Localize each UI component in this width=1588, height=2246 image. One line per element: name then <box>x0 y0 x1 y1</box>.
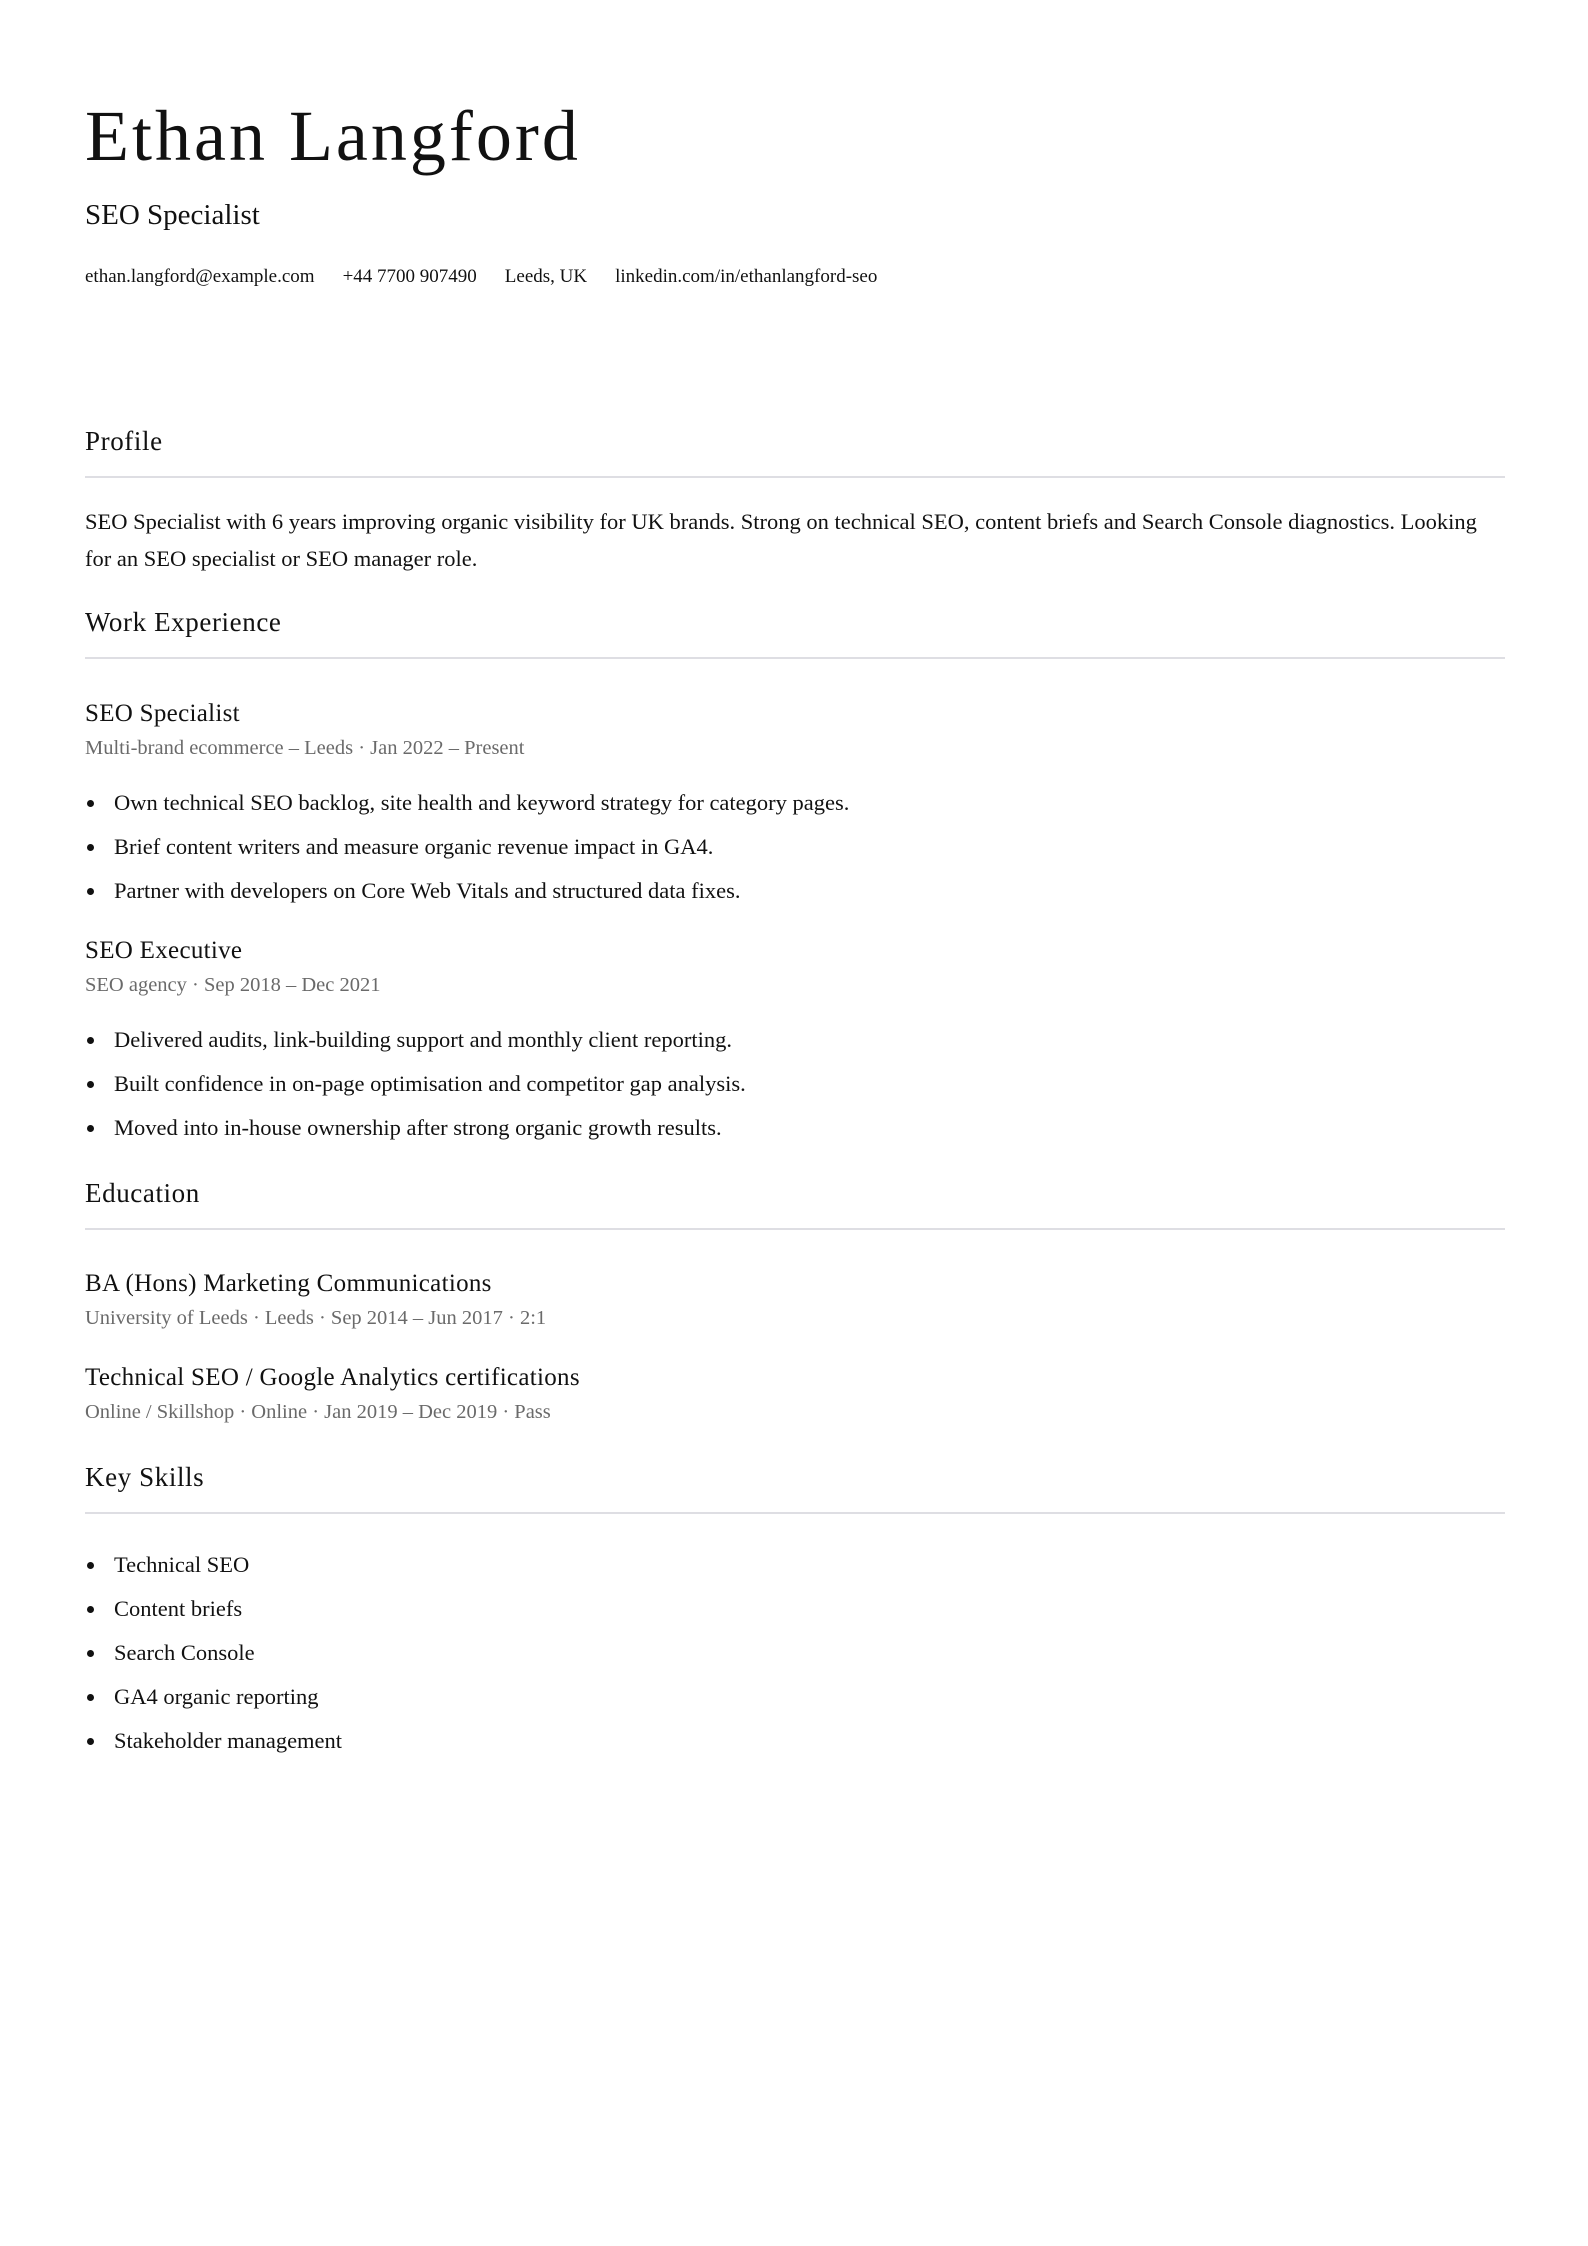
skill-item: Stakeholder management <box>85 1719 342 1763</box>
list-item: Own technical SEO backlog, site health and keyword strategy for category pages. <box>85 781 849 825</box>
list-item: Delivered audits, link-building support and monthly client reporting. <box>85 1018 746 1062</box>
candidate-headline: SEO Specialist <box>85 199 260 231</box>
education-meta: Online / Skillshop · Online · Jan 2019 – Dec 2019 · Pass <box>85 1401 551 1423</box>
list-item: Moved into in-house ownership after strong organic growth results. <box>85 1106 746 1150</box>
job-title: SEO Specialist <box>85 700 240 727</box>
contact-location: Leeds, UK <box>504 266 588 287</box>
section-title-education: Education <box>85 1178 200 1208</box>
job-bullets <box>85 1018 746 1150</box>
list-item: Partner with developers on Core Web Vitals and structured data fixes. <box>85 869 849 913</box>
job-meta: SEO agency · Sep 2018 – Dec 2021 <box>85 974 381 996</box>
skill-item: Content briefs <box>85 1587 342 1631</box>
skill-item: GA4 organic reporting <box>85 1675 342 1719</box>
candidate-name: Ethan Langford <box>85 96 581 176</box>
job-bullets <box>85 781 849 913</box>
section-title-skills: Key Skills <box>85 1462 205 1492</box>
job-title: SEO Executive <box>85 937 243 964</box>
section-divider <box>85 657 1505 659</box>
list-item: Built confidence in on-page optimisation and competitor gap analysis. <box>85 1062 746 1106</box>
section-title-profile: Profile <box>85 426 163 456</box>
profile-summary: SEO Specialist with 6 years improving organic visibility for UK brands. Strong on technical SEO, content briefs and Search Console diagnostics. Looking for an SEO specialist or SEO manager role. <box>85 509 1477 571</box>
section-divider <box>85 1228 1505 1230</box>
contact-linkedin: linkedin.com/in/ethanlangford-seo <box>615 266 878 287</box>
skill-item: Technical SEO <box>85 1543 342 1587</box>
section-title-experience: Work Experience <box>85 607 282 637</box>
job-meta: Multi-brand ecommerce – Leeds · Jan 2022 – Present <box>85 737 525 759</box>
contact-email: ethan.langford@example.com <box>85 266 315 287</box>
skill-item: Search Console <box>85 1631 342 1675</box>
section-divider <box>85 1512 1505 1514</box>
list-item: Brief content writers and measure organic revenue impact in GA4. <box>85 825 849 869</box>
education-title: BA (Hons) Marketing Communications <box>85 1270 492 1297</box>
contact-phone: +44 7700 907490 <box>342 266 477 287</box>
education-title: Technical SEO / Google Analytics certifications <box>85 1364 580 1391</box>
education-meta: University of Leeds · Leeds · Sep 2014 – Jun 2017 · 2:1 <box>85 1307 547 1329</box>
contact-line <box>85 264 905 290</box>
section-divider <box>85 476 1505 478</box>
skills-list <box>85 1543 342 1763</box>
